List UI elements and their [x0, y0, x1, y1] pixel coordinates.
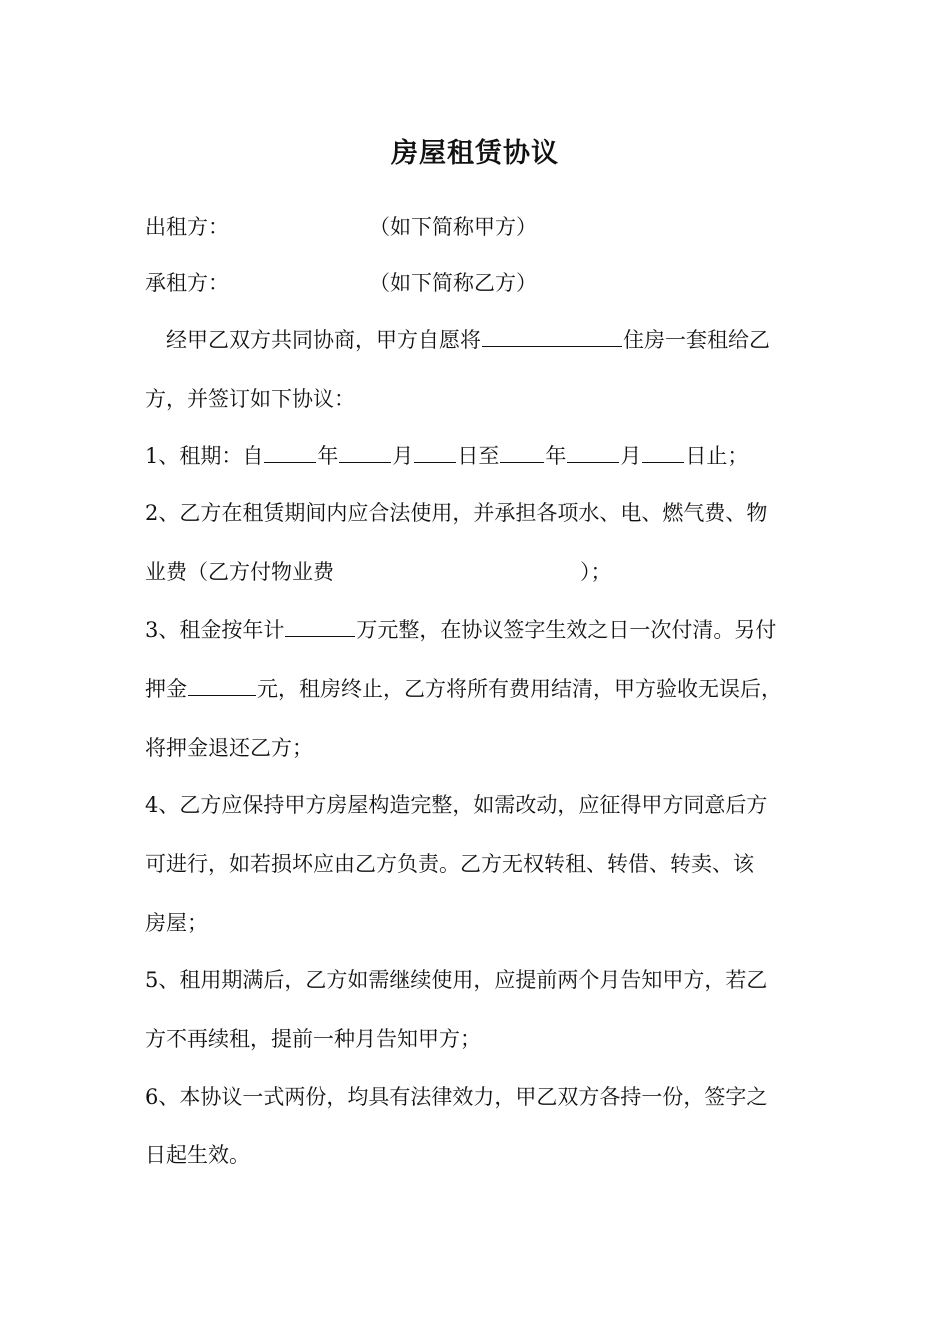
end-month-blank[interactable]	[567, 442, 619, 463]
intro-line-1	[166, 325, 770, 355]
lessee-label: 承租方：	[145, 271, 229, 295]
clause1-text-d: 日至	[457, 444, 500, 468]
lessor-label: 出租方：	[145, 215, 229, 239]
intro-text-2: 住房一套租给乙	[623, 328, 770, 352]
clause3-text-d: 元，租房终止，乙方将所有费用结清，甲方验收无误后，	[257, 677, 782, 701]
deposit-blank[interactable]	[188, 675, 256, 696]
clause1-text-e: 年	[545, 444, 567, 468]
lessor-note: （如下简称甲方）	[369, 215, 537, 239]
clause-5-line-2: 方不再续租，提前一种月告知甲方；	[145, 1027, 481, 1051]
clause-3-line-2	[145, 674, 782, 704]
clause-4-line-1: 4、乙方应保持甲方房屋构造完整，如需改动，应征得甲方同意后方	[145, 793, 768, 817]
clause-6-line-2: 日起生效。	[145, 1143, 250, 1167]
clause-2-line-1: 2、乙方在租赁期间内应合法使用，并承担各项水、电、燃气费、物	[145, 501, 768, 525]
clause2-text-a: 业费（乙方付物业费	[145, 560, 334, 584]
clause-6-line-1: 6、本协议一式两份，均具有法律效力，甲乙双方各持一份，签字之	[145, 1085, 768, 1109]
clause-4-line-2: 可进行，如若损坏应由乙方负责。乙方无权转租、转借、转卖、该	[145, 852, 754, 876]
lessee-note: （如下简称乙方）	[369, 271, 537, 295]
clause1-text-a: 1、租期：自	[145, 444, 264, 468]
clause1-text-g: 日止；	[685, 444, 749, 468]
intro-text-1: 经甲乙双方共同协商，甲方自愿将	[166, 328, 481, 352]
intro-line-2: 方，并签订如下协议：	[145, 387, 355, 411]
clause-2-line-2	[145, 557, 612, 587]
start-month-blank[interactable]	[339, 442, 391, 463]
lessee-line	[145, 268, 537, 298]
end-year-blank[interactable]	[500, 442, 544, 463]
clause2-text-b: ）；	[580, 560, 612, 584]
clause3-text-b: 万元整，在协议签字生效之日一次付清。另付	[356, 618, 777, 642]
lessor-line	[145, 212, 537, 242]
document-title: 房屋租赁协议	[391, 138, 559, 169]
clause-5-line-1: 5、租用期满后，乙方如需继续使用，应提前两个月告知甲方，若乙	[145, 968, 768, 992]
clause1-text-b: 年	[317, 444, 339, 468]
clause3-text-a: 3、租金按年计	[145, 618, 285, 642]
clause-4-line-3: 房屋；	[145, 911, 208, 935]
clause-3-line-1	[145, 615, 776, 645]
clause1-text-c: 月	[392, 444, 414, 468]
start-day-blank[interactable]	[414, 442, 456, 463]
end-day-blank[interactable]	[642, 442, 684, 463]
clause1-text-f: 月	[620, 444, 642, 468]
start-year-blank[interactable]	[264, 442, 316, 463]
property-address-blank[interactable]	[482, 326, 622, 347]
clause3-text-c: 押金	[145, 677, 187, 701]
annual-rent-blank[interactable]	[285, 616, 355, 637]
clause-1	[145, 441, 748, 471]
clause-3-line-3: 将押金退还乙方；	[145, 736, 313, 760]
